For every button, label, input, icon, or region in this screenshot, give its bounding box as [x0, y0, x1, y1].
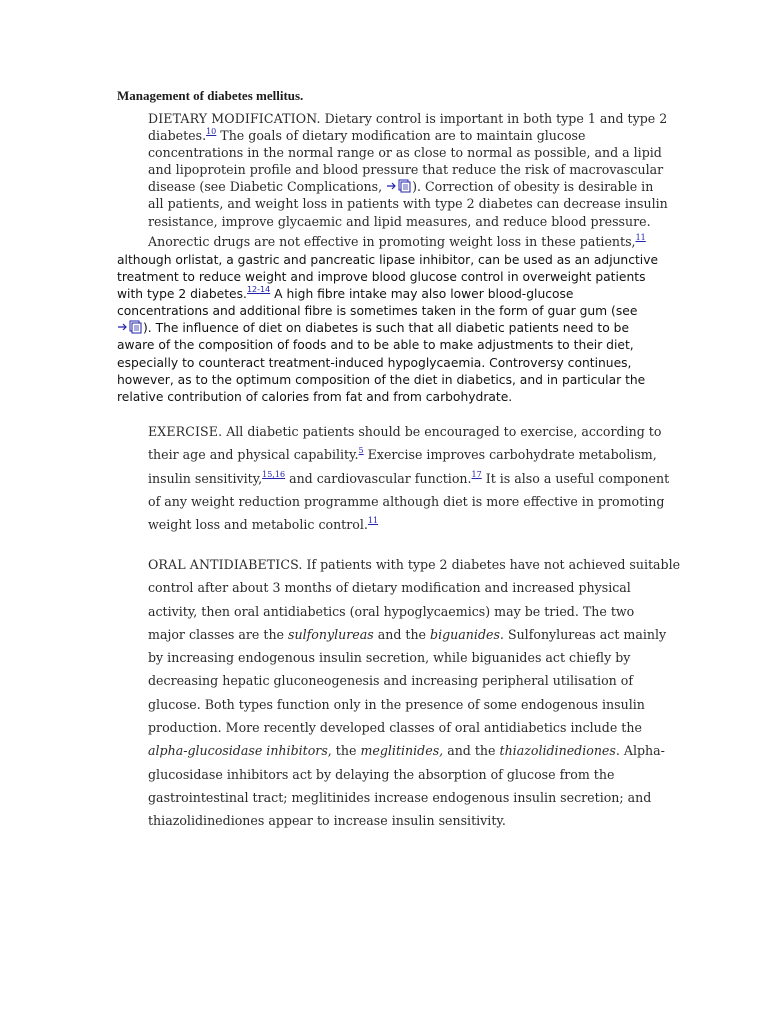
dietary-section — [148, 110, 668, 250]
italic-term: sulfonylureas — [288, 626, 374, 642]
oral-line: glucosidase inhibitors act by delaying the absorption of glucose from the — [148, 766, 615, 782]
text-run: Anorectic drugs are not effective in promoting weight loss in these patients, — [148, 233, 636, 249]
flow-line: concentrations and additional fibre is sometimes taken in the form of guar gum (see — [117, 304, 638, 319]
italic-term: thiazolidinediones — [499, 743, 616, 759]
dietary-line: all patients, and weight loss in patients with type 2 diabetes can decrease insulin — [148, 196, 668, 212]
text-run: and the — [447, 743, 496, 759]
text-run: , the — [327, 743, 357, 759]
oral-line: control after about 3 months of dietary modification and increased physical — [148, 580, 631, 596]
text-run: ). The influence of diet on diabetes is such that all diabetic patients need to be — [143, 321, 630, 336]
flow-line: treatment to reduce weight and improve blood glucose control in overweight patients — [117, 270, 646, 285]
text-run: All diabetic patients should be encouraged to exercise, according to — [226, 424, 662, 439]
reference-link[interactable]: 11 — [635, 232, 646, 242]
dietary-line — [148, 233, 652, 250]
exercise-line — [148, 443, 657, 466]
dietary-line: and lipoprotein profile and blood pressure that reduce the risk of macrovascular — [148, 162, 664, 178]
flow-line: however, as to the optimum composition of the diet in diabetics, and in particular the — [117, 372, 646, 387]
oral-line — [148, 553, 681, 576]
oral-line — [148, 623, 667, 646]
text-run: ). Correction of obesity is desirable in — [412, 179, 654, 195]
exercise-section — [148, 420, 670, 536]
text-run: The goals of dietary modification are to maintain glucose — [220, 128, 586, 144]
page-title: Management of diabetes mellitus. — [117, 88, 304, 103]
italic-term: alpha-glucosidase inhibitors — [148, 743, 328, 759]
text-run: Exercise improves carbohydrate metabolism, — [367, 447, 657, 463]
text-run: insulin sensitivity, — [148, 470, 263, 486]
reference-link[interactable]: 12-14 — [246, 285, 271, 295]
reference-link[interactable]: 5 — [358, 446, 364, 456]
dietary-line: concentrations in the normal range or as close to normal as possible, and a lipid — [148, 145, 662, 161]
flow-line — [117, 286, 652, 303]
text-run: and cardiovascular function. — [289, 470, 472, 486]
reference-link[interactable]: 10 — [206, 127, 217, 137]
text-run: It is also a useful component — [485, 470, 670, 486]
dietary-line — [148, 178, 652, 195]
text-run: disease (see Diabetic Complications, — [148, 179, 383, 195]
oral-line: thiazolidinediones appear to increase insulin sensitivity. — [148, 813, 506, 829]
flow-line: relative contribution of calories from fat and from carbohydrate. — [117, 389, 513, 404]
dietary-line: resistance, improve glycaemic and lipid measures, and reduce blood pressure. — [148, 213, 651, 229]
text-run: with type 2 diabetes. — [117, 287, 247, 302]
dietary-heading: DIETARY MODIFICATION. — [148, 111, 321, 126]
flow-line — [117, 320, 652, 337]
reference-link[interactable]: 11 — [367, 516, 379, 526]
oral-line: glucose. Both types function only in the presence of some endogenous insulin — [148, 696, 645, 712]
italic-term: biguanides. — [430, 626, 504, 642]
text-run: If patients with type 2 diabetes have not achieved suitable — [306, 557, 681, 572]
reference-link[interactable]: 15,16 — [262, 469, 286, 479]
text-run: A high fibre intake may also lower blood-glucose — [274, 287, 574, 302]
reference-link[interactable]: 17 — [471, 469, 482, 479]
text-run: and the — [377, 626, 427, 642]
flow-line: especially to counteract treatment-induced hypoglycaemia. Controversy continues, — [117, 355, 632, 370]
cross-reference-icon[interactable] — [117, 320, 143, 334]
dietary-continuation — [117, 252, 659, 406]
text-run: diabetes. — [148, 128, 207, 144]
oral-line: decreasing hepatic gluconeogenesis and increasing peripheral utilisation of — [148, 673, 634, 689]
dietary-line — [148, 110, 668, 127]
exercise-line — [148, 420, 662, 443]
text-run: Sulfonylureas act mainly — [507, 626, 667, 642]
cross-reference-icon[interactable] — [386, 179, 412, 193]
oral-line: production. More recently developed classes of oral antidiabetics include the — [148, 720, 642, 736]
oral-line: gastrointestinal tract; meglitinides increase endogenous insulin secretion; and — [148, 789, 652, 805]
text-run: . Alpha- — [615, 743, 665, 759]
oral-heading: ORAL ANTIDIABETICS. — [148, 557, 303, 572]
text-run: their age and physical capability. — [148, 447, 359, 463]
oral-line: activity, then oral antidiabetics (oral hypoglycaemics) may be tried. The two — [148, 603, 635, 619]
italic-term: meglitinides, — [360, 743, 444, 759]
oral-line: by increasing endogenous insulin secretion, while biguanides act chiefly by — [148, 650, 631, 666]
text-run: major classes are the — [148, 626, 285, 642]
flow-line: although orlistat, a gastric and pancreatic lipase inhibitor, can be used as an adjunctive — [117, 253, 659, 267]
exercise-line — [148, 513, 652, 536]
oral-line — [148, 739, 665, 762]
oral-antidiabetics-section — [148, 553, 681, 833]
exercise-line — [148, 467, 670, 490]
dietary-line — [148, 127, 652, 144]
text-run: Dietary control is important in both type 1 and type 2 — [324, 111, 668, 126]
text-run: weight loss and metabolic control. — [148, 517, 368, 533]
exercise-heading: EXERCISE. — [148, 424, 223, 439]
exercise-line: of any weight reduction programme although diet is more effective in promoting — [148, 493, 665, 509]
flow-line: aware of the composition of foods and to be able to make adjustments to their diet, — [117, 338, 634, 353]
